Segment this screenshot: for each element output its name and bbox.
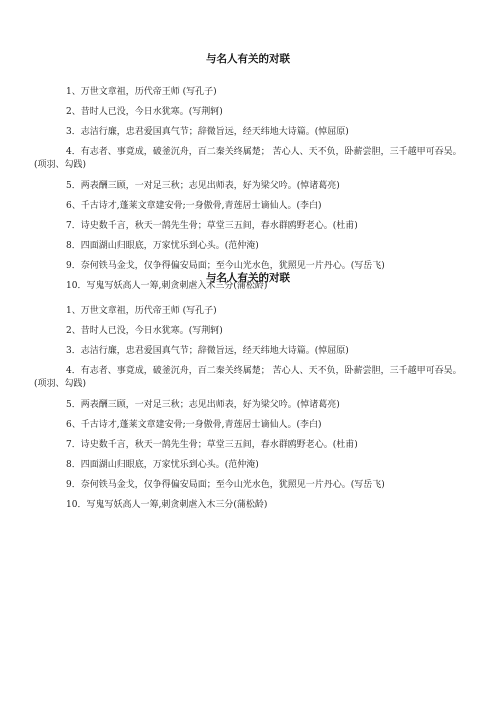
couplet-item: 5．两表酬三顾，一对足三秋；志见出师表，好为梁父吟。(悼诸葛亮) bbox=[66, 181, 340, 191]
couplet-list bbox=[0, 86, 496, 293]
couplet-item: 5．两表酬三顾，一对足三秋；志见出师表，好为梁父吟。(悼诸葛亮) bbox=[66, 400, 340, 410]
couplet-item: 2、昔时人已没，今日水犹寒。(写荆轲) bbox=[66, 326, 223, 336]
couplet-item: 1、万世文章祖，历代帝王师 (写孔子) bbox=[66, 306, 217, 316]
section-title: 与名人有关的对联 bbox=[206, 272, 290, 284]
couplet-item: 9．奈何铁马金戈，仅争得偏安局面；至今山光水色，犹照见一片丹心。(写岳飞) bbox=[66, 261, 385, 271]
couplet-item: 9．奈何铁马金戈，仅争得偏安局面；至今山光水色，犹照见一片丹心。(写岳飞) bbox=[66, 480, 385, 490]
couplet-item: 8．四面湖山归眼底，万家忧乐到心头。(范仲淹) bbox=[66, 460, 259, 470]
couplet-item: 7．诗史数千言，秋天一鹄先生骨；草堂三五间，春水群鸥野老心。(杜甫) bbox=[66, 221, 358, 231]
couplet-item: 10．写鬼写妖高人一筹,刺贪刺虐入木三分(蒲松龄) bbox=[66, 500, 268, 510]
couplet-item: 7．诗史数千言，秋天一鹄先生骨；草堂三五间，春水群鸥野老心。(杜甫) bbox=[66, 440, 358, 450]
couplet-section bbox=[0, 271, 496, 519]
couplet-item: 6、千古诗才,蓬莱文章建安骨;一身傲骨,青莲居士谪仙人。(李白) bbox=[66, 201, 322, 211]
couplet-item: 4．有志者、事竟成，破釜沉舟，百二秦关终属楚； 苦心人、天不负，卧薪尝胆，三千越甲可吞吴。(项羽、勾践) bbox=[34, 147, 462, 170]
couplet-item: 4．有志者、事竟成，破釜沉舟，百二秦关终属楚； 苦心人、天不负，卧薪尝胆，三千越甲可吞吴。(项羽、勾践) bbox=[34, 366, 462, 389]
couplet-item: 10．写鬼写妖高人一筹,刺贪刺虐入木三分(蒲松龄) bbox=[66, 281, 268, 291]
couplet-item: 6、千古诗才,蓬莱文章建安骨;一身傲骨,青莲居士谪仙人。(李白) bbox=[66, 420, 322, 430]
couplet-item: 8．四面湖山归眼底，万家忧乐到心头。(范仲淹) bbox=[66, 241, 259, 251]
couplet-section bbox=[0, 52, 496, 300]
section-title: 与名人有关的对联 bbox=[206, 53, 290, 65]
couplet-item: 2、昔时人已没，今日水犹寒。(写荆轲) bbox=[66, 107, 223, 117]
couplet-list bbox=[0, 305, 496, 512]
couplet-item: 3．志洁行廉，忠君爱国真气节；辞微旨远，经天纬地大诗篇。(悼屈原) bbox=[66, 346, 349, 356]
couplet-item: 3．志洁行廉，忠君爱国真气节；辞微旨远，经天纬地大诗篇。(悼屈原) bbox=[66, 127, 349, 137]
couplet-item: 1、万世文章祖，历代帝王师 (写孔子) bbox=[66, 87, 217, 97]
